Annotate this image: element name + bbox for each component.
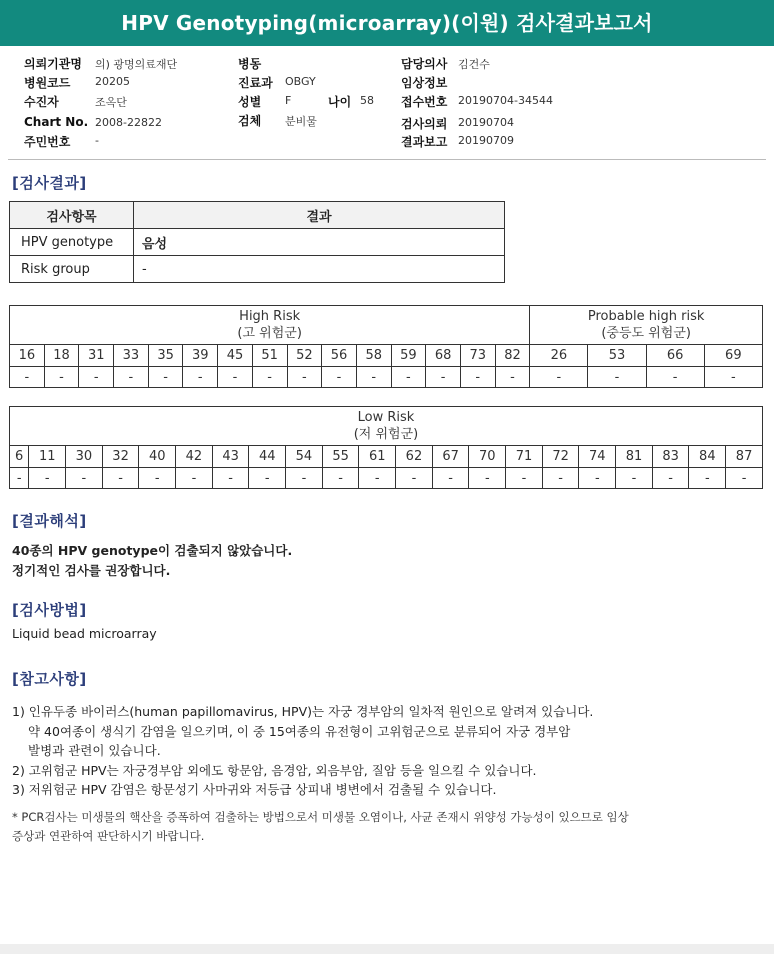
report-title: HPV Genotyping(microarray)(이원) 검사결과보고서 — [0, 0, 774, 46]
low-risk-label: Low Risk — [357, 410, 415, 425]
genotype-result-cell: - — [542, 468, 579, 489]
genotype-result-cell: - — [652, 468, 689, 489]
genotype-cell: 83 — [652, 446, 689, 468]
genotype-cell: 30 — [66, 446, 103, 468]
genotype-cell: 55 — [322, 446, 359, 468]
section-references-title: [참고사항] — [12, 670, 87, 688]
genotype-cell: 87 — [726, 446, 763, 468]
genotype-result-cell: - — [588, 367, 646, 388]
genotype-result-cell: - — [689, 468, 726, 489]
genotype-cell: 56 — [322, 345, 357, 367]
receipt-value: 20190704-34544 — [458, 94, 553, 107]
bottom-bar — [0, 944, 774, 954]
genotype-result-cell: - — [114, 367, 149, 388]
high-risk-header — [10, 306, 530, 345]
interpretation-line-1: 40종의 HPV genotype이 검출되지 않았습니다. — [12, 543, 293, 558]
probable-risk-label-ko: (중등도 위험군) — [601, 326, 691, 341]
genotype-cell: 73 — [460, 345, 495, 367]
genotype-result-cell: - — [426, 367, 461, 388]
genotype-cell: 69 — [704, 345, 762, 367]
chart-value: 2008-22822 — [95, 116, 162, 129]
hospital-code-value: 20205 — [95, 75, 130, 88]
genotype-result-cell: - — [102, 468, 139, 489]
note-line: 2) 고위험군 HPV는 자궁경부암 외에도 항문암, 음경암, 외음부암, 질암 등을 일으킬 수 있습니다. — [12, 762, 537, 778]
result-header-item: 검사항목 — [10, 202, 134, 229]
age-label: 나이 — [328, 95, 352, 109]
doctor-value: 김건수 — [458, 58, 490, 71]
section-method-title: [검사방법] — [12, 601, 87, 619]
genotype-cell: 67 — [432, 446, 469, 468]
genotype-cell: 16 — [10, 345, 45, 367]
ward-label: 병동 — [238, 57, 262, 71]
sex-value: F — [285, 94, 292, 107]
low-risk-label-ko: (저 위험군) — [353, 427, 419, 442]
low-risk-table — [9, 406, 763, 489]
genotype-result-cell: - — [252, 367, 287, 388]
dept-value: OBGY — [285, 75, 316, 88]
genotype-cell: 44 — [249, 446, 286, 468]
genotype-result-cell: - — [286, 468, 323, 489]
genotype-result-cell: - — [29, 468, 66, 489]
genotype-result-cell: - — [495, 367, 530, 388]
table-row — [10, 256, 505, 283]
genotype-cell: 43 — [212, 446, 249, 468]
specimen-label: 검체 — [238, 114, 262, 128]
note-line: 3) 저위험군 HPV 감염은 항문성기 사마귀와 저등급 상피내 병변에서 검출될 수 있습니다. — [12, 782, 497, 797]
specimen-value: 분비물 — [285, 115, 317, 128]
genotype-cell: 71 — [506, 446, 543, 468]
genotype-result-cell: - — [432, 468, 469, 489]
interpretation-line-2: 정기적인 검사를 권장합니다. — [12, 563, 171, 578]
genotype-result-cell: - — [530, 367, 588, 388]
genotype-result-cell: - — [218, 367, 253, 388]
doctor-label: 담당의사 — [401, 57, 448, 71]
report-date-value: 20190709 — [458, 134, 514, 147]
genotype-result-cell: - — [287, 367, 322, 388]
section-result-title: [검사결과] — [12, 174, 87, 192]
genotype-cell: 11 — [29, 446, 66, 468]
result-item: HPV genotype — [10, 229, 134, 256]
hospital-code-label: 병원코드 — [24, 76, 71, 90]
table-row — [10, 229, 505, 256]
resident-value: - — [95, 134, 99, 147]
genotype-result-cell: - — [139, 468, 176, 489]
genotype-result-cell: - — [356, 367, 391, 388]
table-row — [10, 367, 763, 388]
institution-value: 의) 광명의료재단 — [95, 58, 178, 71]
section-interpretation-title: [결과해석] — [12, 512, 87, 530]
genotype-result-cell: - — [148, 367, 183, 388]
report-date-label: 결과보고 — [401, 135, 448, 149]
note-line: 1) 인유두종 바이러스(human papillomavirus, HPV)는 자궁 경부암의 일차적 원인으로 알려져 있습니다. — [12, 704, 594, 719]
genotype-result-cell: - — [212, 468, 249, 489]
note-line: 약 40여종이 생식기 감염을 일으키며, 이 중 15여종의 유전형이 고위험군으로 분류되어 자궁 경부암 — [28, 723, 571, 739]
genotype-cell: 53 — [588, 345, 646, 367]
genotype-result-cell: - — [249, 468, 286, 489]
genotype-cell: 45 — [218, 345, 253, 367]
patient-label: 수진자 — [24, 95, 59, 109]
dept-label: 진료과 — [238, 76, 273, 90]
genotype-result-cell: - — [79, 367, 114, 388]
request-label: 검사의뢰 — [401, 117, 448, 131]
genotype-result-cell: - — [506, 468, 543, 489]
genotype-result-cell: - — [359, 468, 396, 489]
genotype-result-cell: - — [322, 367, 357, 388]
genotype-cell: 59 — [391, 345, 426, 367]
institution-label: 의뢰기관명 — [24, 57, 82, 71]
genotype-cell: 26 — [530, 345, 588, 367]
method-text: Liquid bead microarray — [12, 626, 157, 641]
genotype-cell: 35 — [148, 345, 183, 367]
patient-value: 조옥단 — [95, 96, 127, 109]
genotype-cell: 54 — [286, 446, 323, 468]
genotype-result-cell: - — [726, 468, 763, 489]
genotype-cell: 66 — [646, 345, 704, 367]
receipt-label: 접수번호 — [401, 95, 448, 109]
genotype-result-cell: - — [66, 468, 103, 489]
genotype-cell: 32 — [102, 446, 139, 468]
genotype-result-cell: - — [579, 468, 616, 489]
genotype-result-cell: - — [460, 367, 495, 388]
genotype-result-cell: - — [646, 367, 704, 388]
genotype-result-cell: - — [616, 468, 653, 489]
genotype-result-cell: - — [322, 468, 359, 489]
genotype-result-cell: - — [391, 367, 426, 388]
result-table — [9, 201, 505, 283]
footnote-line: 증상과 연관하여 판단하시기 바랍니다. — [12, 829, 205, 843]
footnote-line: * PCR검사는 미생물의 핵산을 증폭하여 검출하는 방법으로서 미생물 오염이나, 사균 존재시 위양성 가능성이 있으므로 임상 — [12, 810, 629, 824]
genotype-cell: 70 — [469, 446, 506, 468]
high-risk-table — [9, 305, 763, 388]
sex-label: 성별 — [238, 95, 262, 109]
note-line: 발병과 관련이 있습니다. — [28, 743, 161, 758]
genotype-result-cell: - — [10, 468, 29, 489]
chart-label: Chart No. — [24, 115, 89, 129]
high-risk-label: High Risk — [239, 309, 301, 324]
genotype-result-cell: - — [396, 468, 433, 489]
genotype-cell: 42 — [176, 446, 213, 468]
genotype-result-cell: - — [10, 367, 45, 388]
high-risk-label-ko: (고 위험군) — [237, 326, 302, 341]
genotype-result-cell: - — [44, 367, 79, 388]
table-row — [10, 446, 763, 468]
table-row — [10, 468, 763, 489]
genotype-cell: 51 — [252, 345, 287, 367]
resident-label: 주민번호 — [24, 135, 71, 149]
genotype-cell: 62 — [396, 446, 433, 468]
request-value: 20190704 — [458, 116, 514, 129]
probable-risk-label: Probable high risk — [587, 309, 705, 324]
genotype-result-cell: - — [704, 367, 762, 388]
result-item: Risk group — [10, 256, 134, 283]
clinical-label: 임상정보 — [401, 76, 448, 90]
result-value: 음성 — [134, 229, 505, 256]
genotype-cell: 31 — [79, 345, 114, 367]
result-header-value: 결과 — [134, 202, 505, 229]
genotype-cell: 84 — [689, 446, 726, 468]
low-risk-header — [10, 407, 763, 446]
result-value: - — [134, 256, 505, 283]
genotype-cell: 81 — [616, 446, 653, 468]
info-divider — [8, 159, 766, 160]
genotype-result-cell: - — [469, 468, 506, 489]
pcr-footnote — [12, 808, 629, 846]
age-value: 58 — [360, 94, 374, 107]
genotype-cell: 6 — [10, 446, 29, 468]
genotype-cell: 52 — [287, 345, 322, 367]
reference-notes — [12, 702, 593, 800]
genotype-cell: 33 — [114, 345, 149, 367]
probable-risk-header — [530, 306, 763, 345]
genotype-cell: 82 — [495, 345, 530, 367]
genotype-cell: 74 — [579, 446, 616, 468]
genotype-cell: 72 — [542, 446, 579, 468]
genotype-result-cell: - — [176, 468, 213, 489]
genotype-result-cell: - — [183, 367, 218, 388]
genotype-cell: 39 — [183, 345, 218, 367]
genotype-cell: 61 — [359, 446, 396, 468]
table-row — [10, 345, 763, 367]
genotype-cell: 58 — [356, 345, 391, 367]
genotype-cell: 68 — [426, 345, 461, 367]
genotype-cell: 18 — [44, 345, 79, 367]
genotype-cell: 40 — [139, 446, 176, 468]
